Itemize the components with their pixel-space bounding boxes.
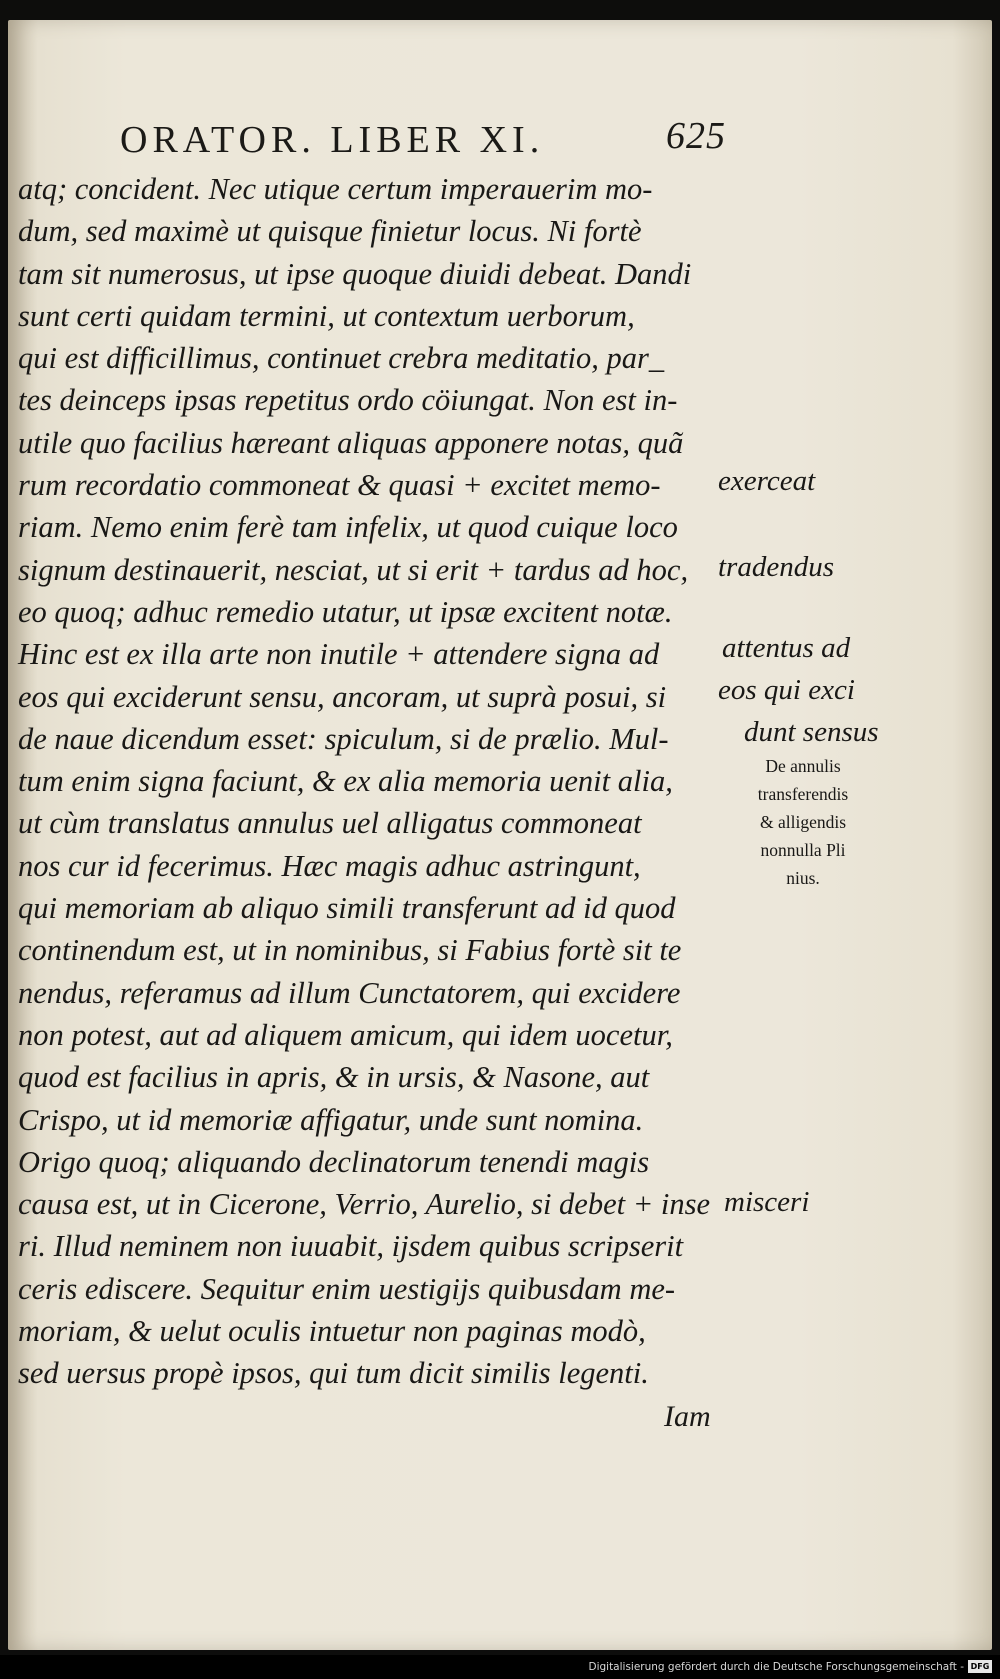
text-line: de naue dicendum esset: spiculum, si de prælio. Mul- [18, 721, 669, 756]
marginal-gloss: eos qui exci [718, 674, 855, 706]
text-line: ut cùm translatus annulus uel alligatus commoneat [18, 806, 642, 841]
marginal-note-line: transferendis [757, 784, 849, 804]
marginal-gloss: exerceat [718, 465, 816, 497]
text-line: causa est, ut in Cicerone, Verrio, Aurelio, si debet + inse [18, 1187, 711, 1222]
text-line: utile quo facilius hæreant aliquas apponere notas, quã [18, 425, 684, 460]
marginal-note-line: De annulis [765, 756, 841, 776]
text-line: quod est facilius in apris, & in ursis, & Nasone, aut [18, 1060, 650, 1095]
text-line: Origo quoq; aliquando declinatorum tenendi magis [18, 1144, 650, 1179]
text-line: qui memoriam ab aliquo simili transferunt ad id quod [18, 891, 676, 926]
text-line: Crispo, ut id memoriæ affigatur, unde sunt nomina. [18, 1102, 644, 1137]
marginal-note-line: nonnulla Pli [760, 840, 846, 860]
text-line: non potest, aut ad aliquem amicum, qui idem uocetur, [18, 1017, 673, 1052]
marginal-note [728, 752, 878, 892]
text-line: ceris ediscere. Sequitur enim uestigijs quibusdam me- [18, 1271, 676, 1306]
text-line: continendum est, ut in nominibus, si Fabius fortè sit te [18, 933, 682, 968]
text-line: sed uersus propè ipsos, qui tum dicit similis legenti. [18, 1356, 649, 1391]
running-header [120, 112, 740, 172]
marginal-note-line: nius. [786, 868, 820, 888]
running-title: ORATOR. LIBER XI. [120, 119, 545, 161]
text-line: nos cur id fecerimus. Hæc magis adhuc astringunt, [18, 848, 641, 883]
page-number: 625 [666, 115, 726, 157]
text-line: dum, sed maximè ut quisque finietur locus. Ni fortè [18, 214, 642, 249]
text-line: rum recordatio commoneat & quasi + excitet memo- [18, 468, 661, 503]
funding-credit: Digitalisierung gefördert durch die Deutsche Forschungsgemeinschaft - [588, 1661, 964, 1673]
text-line: eos qui exciderunt sensu, ancoram, ut suprà posui, si [18, 679, 667, 714]
marginal-gloss: misceri [724, 1186, 810, 1218]
text-line: qui est difficillimus, continuet crebra meditatio, par_ [18, 341, 665, 376]
marginal-note-line: & alligendis [759, 812, 847, 832]
text-line: nendus, referamus ad illum Cunctatorem, qui excidere [18, 975, 681, 1010]
catchword: Iam [664, 1400, 711, 1433]
marginal-gloss: dunt sensus [744, 716, 879, 748]
text-line: Hinc est ex illa arte non inutile + attendere signa ad [18, 637, 660, 672]
marginal-gloss: attentus ad [722, 632, 851, 664]
text-line: riam. Nemo enim ferè tam infelix, ut quod cuique loco [18, 510, 678, 545]
text-line: tum enim signa faciunt, & ex alia memoria uenit alia, [18, 764, 673, 799]
dfg-logo-icon: DFG [968, 1660, 992, 1673]
text-line: moriam, & uelut oculis intuetur non paginas modò, [18, 1314, 646, 1349]
marginal-gloss: tradendus [718, 551, 834, 583]
text-line: signum destinauerit, nesciat, ut si erit + tardus ad hoc, [18, 552, 689, 587]
text-line: tam sit numerosus, ut ipse quoque diuidi debeat. Dandi [18, 256, 692, 291]
text-line: eo quoq; adhuc remedio utatur, ut ipsæ excitent notæ. [18, 594, 673, 629]
text-line: ri. Illud neminem non iuuabit, ijsdem quibus scripserit [18, 1229, 684, 1264]
text-line: sunt certi quidam termini, ut contextum uerborum, [18, 298, 635, 333]
text-line: atq; concident. Nec utique certum imperauerim mo- [18, 172, 653, 206]
text-line: tes deinceps ipsas repetitus ordo cöiungat. Non est in- [18, 383, 678, 418]
body-text [18, 168, 730, 1395]
